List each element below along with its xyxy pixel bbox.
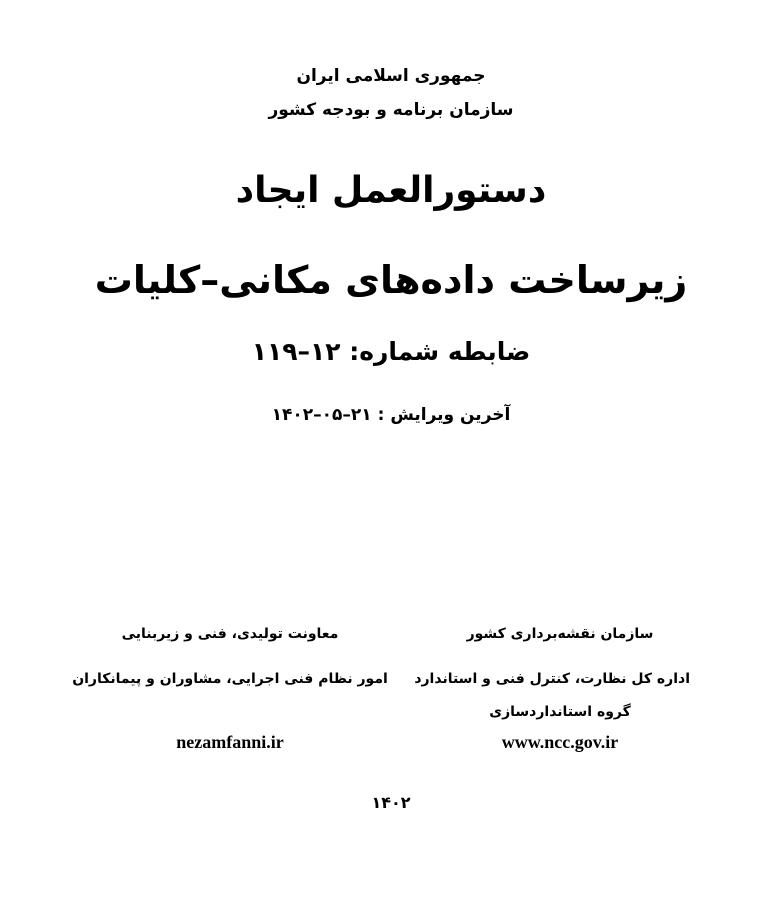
revision-date: آخرین ویرایش : ۲۱–۰۵–۱۴۰۲	[271, 405, 511, 425]
organization-name: سازمان برنامه و بودجه کشور	[268, 100, 514, 120]
publisher-right-name: سازمان نقشه‌برداری کشور	[466, 626, 654, 642]
publisher-right-website: www.ncc.gov.ir	[501, 732, 619, 752]
document-title-line-2: زیرساخت داده‌های مکانی–کلیات	[94, 258, 688, 302]
publisher-left-department: امور نظام فنی اجرایی، مشاوران و پیمانکاران	[72, 671, 388, 687]
publisher-left-website: nezamfanni.ir	[176, 732, 284, 752]
publisher-right-group: گروه استانداردسازی	[489, 704, 631, 720]
publication-year: ۱۴۰۲	[371, 793, 411, 812]
country-name: جمهوری اسلامی ایران	[296, 66, 486, 86]
publisher-left-name: معاونت تولیدی، فنی و زیربنایی	[121, 626, 339, 642]
document-title-line-1: دستورالعمل ایجاد	[235, 170, 547, 211]
publisher-right-department: اداره کل نظارت، کنترل فنی و استاندارد	[414, 671, 690, 687]
standard-code: ضابطه شماره: ۱۲–۱۱۹	[251, 337, 531, 366]
